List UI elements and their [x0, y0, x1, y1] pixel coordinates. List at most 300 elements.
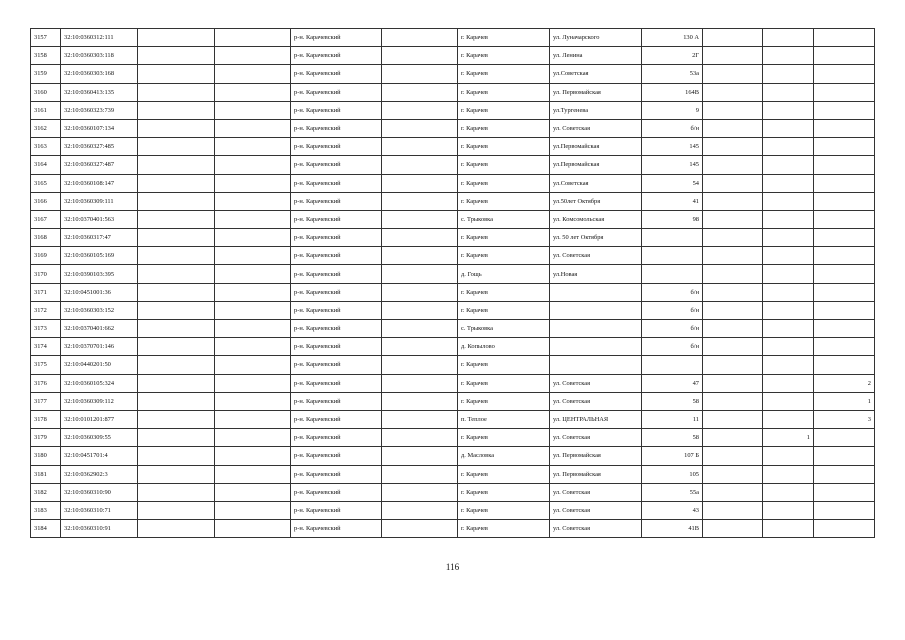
locality-cell: г. Карачев [458, 374, 550, 392]
locality-cell: г. Карачев [458, 65, 550, 83]
count-cell [814, 338, 875, 356]
street-cell: ул.50лет Октября [550, 192, 642, 210]
district-cell: р-н. Карачевский [291, 119, 382, 137]
row-number-cell: 3183 [31, 501, 61, 519]
locality-cell: г. Карачев [458, 192, 550, 210]
table-row [31, 210, 875, 228]
empty-cell [382, 356, 458, 374]
table-row [31, 447, 875, 465]
empty-cell [382, 265, 458, 283]
empty-cell [138, 29, 215, 47]
empty-cell [215, 83, 291, 101]
empty-cell [215, 283, 291, 301]
house-number-cell: 9 [642, 101, 703, 119]
table-row [31, 429, 875, 447]
locality-cell: г. Карачев [458, 119, 550, 137]
empty-cell [703, 338, 763, 356]
street-cell: ул. 50 лет Октября [550, 229, 642, 247]
empty-cell [215, 29, 291, 47]
count-cell [814, 265, 875, 283]
empty-cell [703, 465, 763, 483]
table-row [31, 392, 875, 410]
house-number-cell: 105 [642, 465, 703, 483]
count-cell [814, 138, 875, 156]
street-cell: ул. Первомайская [550, 83, 642, 101]
district-cell: р-н. Карачевский [291, 210, 382, 228]
row-number-cell: 3172 [31, 301, 61, 319]
cadastral-number-cell: 32:10:0360310:71 [61, 501, 138, 519]
empty-cell [703, 101, 763, 119]
district-cell: р-н. Карачевский [291, 392, 382, 410]
district-cell: р-н. Карачевский [291, 265, 382, 283]
row-number-cell: 3181 [31, 465, 61, 483]
empty-cell [382, 119, 458, 137]
count-cell [814, 301, 875, 319]
table-row [31, 374, 875, 392]
empty-cell [382, 47, 458, 65]
empty-cell [138, 47, 215, 65]
locality-cell: г. Карачев [458, 138, 550, 156]
house-number-cell: б/н [642, 119, 703, 137]
cadastral-number-cell: 32:10:0362902:3 [61, 465, 138, 483]
locality-cell: г. Карачев [458, 429, 550, 447]
district-cell: р-н. Карачевский [291, 65, 382, 83]
empty-cell [703, 65, 763, 83]
count-cell [814, 65, 875, 83]
empty-cell [138, 374, 215, 392]
house-number-cell: 41В [642, 520, 703, 538]
locality-cell: г. Карачев [458, 101, 550, 119]
page-number: 116 [445, 562, 460, 572]
district-cell: р-н. Карачевский [291, 83, 382, 101]
row-number-cell: 3175 [31, 356, 61, 374]
street-cell: ул. Советская [550, 501, 642, 519]
empty-cell [382, 410, 458, 428]
empty-cell [215, 174, 291, 192]
empty-cell [382, 247, 458, 265]
street-cell: ул.Советская [550, 174, 642, 192]
empty-cell [215, 265, 291, 283]
table-row [31, 410, 875, 428]
row-number-cell: 3177 [31, 392, 61, 410]
count-cell [814, 247, 875, 265]
district-cell: р-н. Карачевский [291, 374, 382, 392]
house-number-cell [642, 356, 703, 374]
empty-cell [215, 392, 291, 410]
cadastral-number-cell: 32:10:0360327:487 [61, 156, 138, 174]
table-row [31, 229, 875, 247]
table-row [31, 247, 875, 265]
row-number-cell: 3165 [31, 174, 61, 192]
empty-cell [703, 265, 763, 283]
extra-count-cell [763, 210, 814, 228]
empty-cell [703, 429, 763, 447]
cadastral-number-cell: 32:10:0360413:135 [61, 83, 138, 101]
empty-cell [703, 392, 763, 410]
empty-cell [138, 392, 215, 410]
district-cell: р-н. Карачевский [291, 338, 382, 356]
row-number-cell: 3170 [31, 265, 61, 283]
house-number-cell: б/н [642, 301, 703, 319]
count-cell [814, 119, 875, 137]
empty-cell [703, 356, 763, 374]
house-number-cell [642, 265, 703, 283]
street-cell [550, 301, 642, 319]
locality-cell: п. Теплое [458, 410, 550, 428]
empty-cell [138, 356, 215, 374]
row-number-cell: 3167 [31, 210, 61, 228]
cadastral-number-cell: 32:10:0360105:169 [61, 247, 138, 265]
table-row [31, 283, 875, 301]
locality-cell: г. Карачев [458, 174, 550, 192]
district-cell: р-н. Карачевский [291, 447, 382, 465]
extra-count-cell [763, 101, 814, 119]
house-number-cell [642, 229, 703, 247]
count-cell [814, 320, 875, 338]
empty-cell [215, 338, 291, 356]
street-cell: ул.Новая [550, 265, 642, 283]
count-cell [814, 501, 875, 519]
empty-cell [138, 83, 215, 101]
extra-count-cell [763, 392, 814, 410]
count-cell: 1 [814, 392, 875, 410]
empty-cell [138, 301, 215, 319]
extra-count-cell [763, 83, 814, 101]
cadastral-number-cell: 32:10:0360105:324 [61, 374, 138, 392]
empty-cell [138, 156, 215, 174]
table-row [31, 65, 875, 83]
count-cell [814, 192, 875, 210]
district-cell: р-н. Карачевский [291, 229, 382, 247]
extra-count-cell [763, 447, 814, 465]
cadastral-number-cell: 32:10:0451001:36 [61, 283, 138, 301]
district-cell: р-н. Карачевский [291, 283, 382, 301]
row-number-cell: 3169 [31, 247, 61, 265]
district-cell: р-н. Карачевский [291, 320, 382, 338]
empty-cell [215, 501, 291, 519]
count-cell: 3 [814, 410, 875, 428]
empty-cell [703, 483, 763, 501]
table-body [31, 29, 875, 538]
house-number-cell: 41 [642, 192, 703, 210]
street-cell [550, 283, 642, 301]
table-row [31, 338, 875, 356]
empty-cell [382, 374, 458, 392]
extra-count-cell [763, 247, 814, 265]
house-number-cell: 130 А [642, 29, 703, 47]
extra-count-cell [763, 47, 814, 65]
street-cell: ул. Ленина [550, 47, 642, 65]
empty-cell [138, 429, 215, 447]
street-cell: ул.Тургенева [550, 101, 642, 119]
empty-cell [382, 29, 458, 47]
extra-count-cell [763, 356, 814, 374]
count-cell [814, 210, 875, 228]
empty-cell [138, 501, 215, 519]
house-number-cell: б/н [642, 283, 703, 301]
empty-cell [138, 192, 215, 210]
count-cell [814, 156, 875, 174]
street-cell [550, 320, 642, 338]
cadastral-number-cell: 32:10:0390103:395 [61, 265, 138, 283]
house-number-cell: 2Г [642, 47, 703, 65]
count-cell [814, 520, 875, 538]
district-cell: р-н. Карачевский [291, 465, 382, 483]
house-number-cell: б/н [642, 320, 703, 338]
empty-cell [703, 520, 763, 538]
table-row [31, 320, 875, 338]
cadastral-number-cell: 32:10:0360309:111 [61, 192, 138, 210]
locality-cell: г. Карачев [458, 483, 550, 501]
empty-cell [138, 210, 215, 228]
street-cell: ул. Комсомольская [550, 210, 642, 228]
district-cell: р-н. Карачевский [291, 429, 382, 447]
table-row [31, 119, 875, 137]
extra-count-cell [763, 465, 814, 483]
empty-cell [382, 429, 458, 447]
empty-cell [215, 47, 291, 65]
cadastral-number-cell: 32:10:0440201:50 [61, 356, 138, 374]
row-number-cell: 3157 [31, 29, 61, 47]
cadastral-number-cell: 32:10:0360303:118 [61, 47, 138, 65]
empty-cell [382, 447, 458, 465]
locality-cell: г. Карачев [458, 229, 550, 247]
empty-cell [138, 338, 215, 356]
empty-cell [215, 374, 291, 392]
cadastral-number-cell: 32:10:0360303:152 [61, 301, 138, 319]
empty-cell [703, 138, 763, 156]
cadastral-number-cell: 32:10:0370701:146 [61, 338, 138, 356]
extra-count-cell [763, 192, 814, 210]
empty-cell [138, 119, 215, 137]
empty-cell [215, 65, 291, 83]
empty-cell [382, 65, 458, 83]
count-cell [814, 356, 875, 374]
locality-cell: г. Карачев [458, 501, 550, 519]
empty-cell [703, 192, 763, 210]
empty-cell [382, 338, 458, 356]
locality-cell: с. Трыковка [458, 210, 550, 228]
extra-count-cell [763, 229, 814, 247]
empty-cell [215, 483, 291, 501]
table-row [31, 47, 875, 65]
house-number-cell: 58 [642, 429, 703, 447]
locality-cell: д. Масловка [458, 447, 550, 465]
locality-cell: г. Карачев [458, 247, 550, 265]
empty-cell [138, 320, 215, 338]
street-cell [550, 338, 642, 356]
house-number-cell [642, 247, 703, 265]
empty-cell [703, 247, 763, 265]
empty-cell [215, 356, 291, 374]
empty-cell [138, 283, 215, 301]
empty-cell [138, 247, 215, 265]
district-cell: р-н. Карачевский [291, 247, 382, 265]
row-number-cell: 3164 [31, 156, 61, 174]
row-number-cell: 3158 [31, 47, 61, 65]
empty-cell [138, 65, 215, 83]
empty-cell [382, 501, 458, 519]
empty-cell [215, 210, 291, 228]
street-cell: ул.Советская [550, 65, 642, 83]
empty-cell [703, 119, 763, 137]
row-number-cell: 3179 [31, 429, 61, 447]
empty-cell [382, 101, 458, 119]
count-cell [814, 229, 875, 247]
empty-cell [215, 447, 291, 465]
empty-cell [138, 229, 215, 247]
extra-count-cell [763, 119, 814, 137]
count-cell [814, 29, 875, 47]
extra-count-cell [763, 374, 814, 392]
empty-cell [138, 447, 215, 465]
empty-cell [215, 520, 291, 538]
empty-cell [703, 374, 763, 392]
table-row [31, 356, 875, 374]
row-number-cell: 3166 [31, 192, 61, 210]
house-number-cell: 54 [642, 174, 703, 192]
street-cell: ул. Советская [550, 483, 642, 501]
house-number-cell: б/н [642, 338, 703, 356]
district-cell: р-н. Карачевский [291, 174, 382, 192]
locality-cell: г. Карачев [458, 301, 550, 319]
table-row [31, 192, 875, 210]
district-cell: р-н. Карачевский [291, 138, 382, 156]
district-cell: р-н. Карачевский [291, 47, 382, 65]
row-number-cell: 3163 [31, 138, 61, 156]
extra-count-cell [763, 520, 814, 538]
cadastral-number-cell: 32:10:0360312:111 [61, 29, 138, 47]
locality-cell: г. Карачев [458, 83, 550, 101]
street-cell: ул. ЦЕНТРАЛЬНАЯ [550, 410, 642, 428]
extra-count-cell [763, 138, 814, 156]
house-number-cell: 145 [642, 156, 703, 174]
cadastral-number-cell: 32:10:0360310:90 [61, 483, 138, 501]
empty-cell [215, 301, 291, 319]
row-number-cell: 3174 [31, 338, 61, 356]
empty-cell [382, 392, 458, 410]
cadastral-number-cell: 32:10:0101201:877 [61, 410, 138, 428]
count-cell [814, 83, 875, 101]
row-number-cell: 3182 [31, 483, 61, 501]
count-cell [814, 283, 875, 301]
cadastral-number-cell: 32:10:0360108:147 [61, 174, 138, 192]
empty-cell [703, 229, 763, 247]
row-number-cell: 3184 [31, 520, 61, 538]
empty-cell [215, 429, 291, 447]
house-number-cell: 107 Б [642, 447, 703, 465]
extra-count-cell [763, 283, 814, 301]
empty-cell [215, 465, 291, 483]
house-number-cell: 47 [642, 374, 703, 392]
extra-count-cell [763, 483, 814, 501]
empty-cell [382, 174, 458, 192]
row-number-cell: 3168 [31, 229, 61, 247]
count-cell: 2 [814, 374, 875, 392]
row-number-cell: 3180 [31, 447, 61, 465]
street-cell [550, 356, 642, 374]
row-number-cell: 3160 [31, 83, 61, 101]
locality-cell: д. Гощь [458, 265, 550, 283]
empty-cell [215, 410, 291, 428]
table-row [31, 465, 875, 483]
row-number-cell: 3176 [31, 374, 61, 392]
extra-count-cell [763, 301, 814, 319]
empty-cell [382, 83, 458, 101]
street-cell: ул. Первомайская [550, 447, 642, 465]
table-row [31, 483, 875, 501]
empty-cell [215, 320, 291, 338]
empty-cell [382, 192, 458, 210]
empty-cell [138, 174, 215, 192]
empty-cell [138, 101, 215, 119]
cadastral-number-cell: 32:10:0360323:739 [61, 101, 138, 119]
table-row [31, 501, 875, 519]
house-number-cell: 98 [642, 210, 703, 228]
empty-cell [138, 483, 215, 501]
locality-cell: г. Карачев [458, 392, 550, 410]
row-number-cell: 3173 [31, 320, 61, 338]
district-cell: р-н. Карачевский [291, 29, 382, 47]
empty-cell [382, 483, 458, 501]
empty-cell [215, 138, 291, 156]
locality-cell: г. Карачев [458, 156, 550, 174]
street-cell: ул.Первомайская [550, 138, 642, 156]
row-number-cell: 3178 [31, 410, 61, 428]
street-cell: ул. Первомайская [550, 465, 642, 483]
street-cell: ул. Советская [550, 374, 642, 392]
cadastral-number-cell: 32:10:0360310:91 [61, 520, 138, 538]
empty-cell [703, 47, 763, 65]
empty-cell [703, 447, 763, 465]
locality-cell: г. Карачев [458, 29, 550, 47]
empty-cell [703, 320, 763, 338]
empty-cell [138, 138, 215, 156]
empty-cell [703, 301, 763, 319]
empty-cell [382, 320, 458, 338]
district-cell: р-н. Карачевский [291, 520, 382, 538]
table-row [31, 83, 875, 101]
table-row [31, 156, 875, 174]
extra-count-cell [763, 410, 814, 428]
extra-count-cell [763, 501, 814, 519]
street-cell: ул. Советская [550, 247, 642, 265]
extra-count-cell [763, 174, 814, 192]
extra-count-cell [763, 156, 814, 174]
empty-cell [215, 101, 291, 119]
locality-cell: г. Карачев [458, 283, 550, 301]
count-cell [814, 101, 875, 119]
empty-cell [215, 119, 291, 137]
empty-cell [703, 29, 763, 47]
street-cell: ул. Советская [550, 392, 642, 410]
extra-count-cell: 1 [763, 429, 814, 447]
district-cell: р-н. Карачевский [291, 483, 382, 501]
table-row [31, 174, 875, 192]
empty-cell [703, 156, 763, 174]
district-cell: р-н. Карачевский [291, 301, 382, 319]
cadastral-number-cell: 32:10:0360327:485 [61, 138, 138, 156]
extra-count-cell [763, 265, 814, 283]
table-row [31, 301, 875, 319]
district-cell: р-н. Карачевский [291, 192, 382, 210]
district-cell: р-н. Карачевский [291, 156, 382, 174]
row-number-cell: 3162 [31, 119, 61, 137]
empty-cell [382, 229, 458, 247]
cadastral-number-cell: 32:10:0451701:4 [61, 447, 138, 465]
empty-cell [215, 247, 291, 265]
extra-count-cell [763, 320, 814, 338]
